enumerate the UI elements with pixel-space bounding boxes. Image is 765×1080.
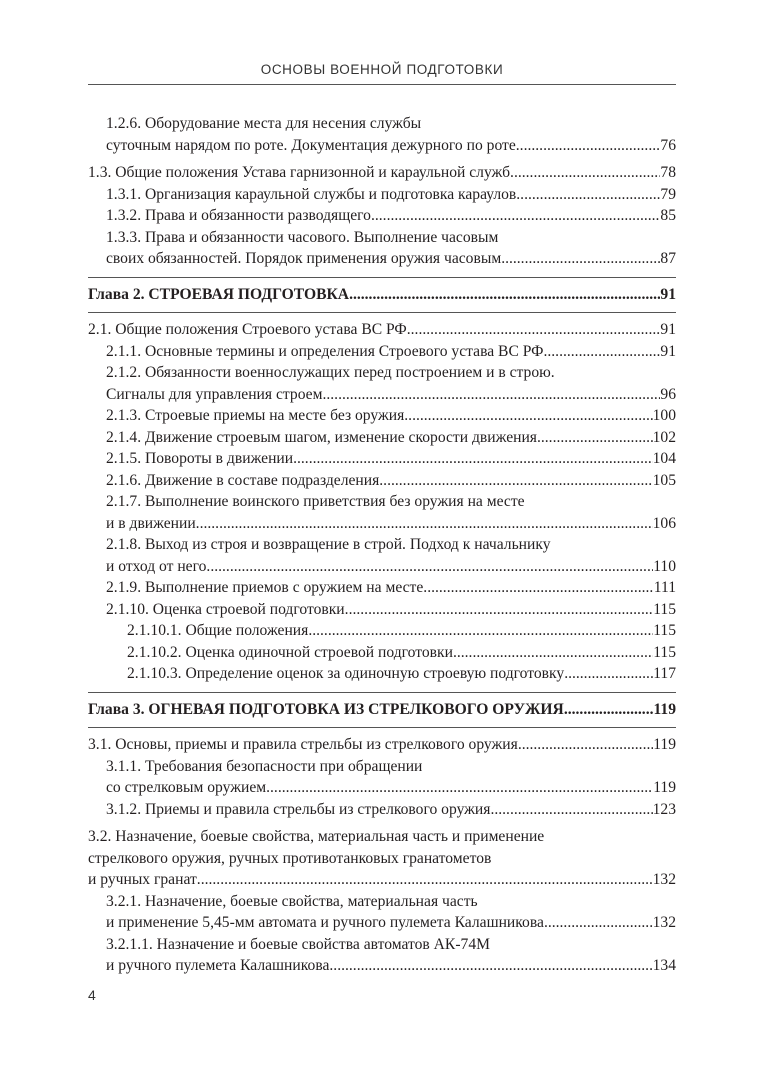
toc-entry-title-cont: со стрелковым оружием	[106, 779, 267, 796]
toc-entry-2-1-10-3	[88, 663, 676, 685]
toc-page-number: 79	[660, 185, 676, 203]
running-head: ОСНОВЫ ВОЕННОЙ ПОДГОТОВКИ	[260, 62, 504, 77]
toc-page-number: 96	[660, 385, 676, 403]
toc-page-number: 117	[653, 665, 676, 682]
toc-leader	[453, 642, 653, 664]
toc-page-number: 119	[653, 779, 676, 796]
toc-entry-3-2-1	[88, 891, 676, 934]
toc-leader	[543, 341, 660, 363]
toc-page-number: 132	[652, 914, 676, 931]
toc-entry-2-1-1	[88, 341, 676, 363]
toc-entry-title: 2.1. Общие положения Строевого устава ВС РФ	[88, 321, 407, 338]
toc-entry-1-3	[88, 162, 676, 184]
toc-leader	[197, 869, 653, 891]
toc-leader	[407, 319, 661, 341]
toc-entry-title: 3.1. Основы, приемы и правила стрельбы из стрелкового оружия	[88, 736, 518, 753]
toc-page-number: 111	[653, 579, 676, 596]
toc-leader	[544, 912, 653, 934]
toc-entry-title-cont: своих обязанностей. Порядок применения оружия часовым	[106, 250, 502, 267]
toc-page-number: 91	[660, 321, 676, 338]
toc-leader	[322, 384, 660, 406]
toc-entry-title-cont: и ручного пулемета Калашникова	[106, 957, 330, 974]
toc-entry-title: 2.1.3. Строевые приемы на месте без оружия	[106, 407, 405, 424]
toc-entry-title: 2.1.7. Выполнение воинского приветствия без оружия на месте	[106, 493, 525, 510]
toc-page-number: 119	[653, 736, 676, 753]
toc-entry-title-cont: и отход от него	[106, 557, 207, 575]
toc-entry-title: 3.2.1. Назначение, боевые свойства, материальная часть	[106, 892, 478, 910]
toc-leader	[490, 799, 652, 821]
toc-entry-title: 2.1.8. Выход из строя и возвращение в строй. Подход к начальнику	[106, 536, 551, 553]
toc-page-number: 91	[660, 342, 676, 360]
toc-entry-title: 2.1.4. Движение строевым шагом, изменение скорости движения	[106, 428, 537, 446]
toc-leader	[516, 135, 661, 157]
toc-page-number: 76	[660, 136, 676, 154]
toc-entry-title-cont: суточным нарядом по роте. Документация дежурного по роте	[106, 136, 516, 154]
toc-page-number: 119	[653, 700, 676, 718]
toc-leader	[308, 620, 653, 642]
table-of-contents	[88, 113, 676, 977]
toc-entry-1-3-3	[88, 227, 676, 270]
toc-entry-title: 3.2. Назначение, боевые свойства, материальная часть и применение	[88, 828, 545, 845]
toc-entry-title: 1.3.2. Права и обязанности разводящего	[106, 207, 371, 224]
toc-page-number: 100	[652, 407, 676, 424]
toc-leader	[537, 427, 653, 449]
toc-entry-title: 2.1.10. Оценка строевой подготовки	[106, 600, 345, 618]
toc-entry-title: 1.2.6. Оборудование места для несения службы	[106, 115, 422, 132]
toc-entry-title-cont: и в движении	[106, 514, 196, 532]
toc-entry-title: 2.1.1. Основные термины и определения Строевого устава ВС РФ	[106, 342, 544, 360]
toc-entry-2-1-4	[88, 427, 676, 449]
toc-page-number: 134	[652, 957, 676, 974]
section-divider	[88, 692, 676, 693]
toc-entry-title: 1.3. Общие положения Устава гарнизонной и караульной служб	[88, 164, 511, 181]
page-number: 4	[88, 987, 96, 1003]
toc-leader	[423, 577, 653, 599]
toc-entry-2-1-10-1	[88, 620, 676, 642]
toc-page-number: 85	[660, 207, 676, 224]
toc-page-number: 110	[653, 557, 676, 575]
toc-entry-title: 2.1.10.3. Определение оценок за одиночную строевую подготовку	[127, 665, 565, 682]
toc-leader	[518, 734, 653, 756]
section-divider	[88, 727, 676, 728]
toc-page-number: 104	[652, 450, 676, 467]
toc-entry-title: 1.3.3. Права и обязанности часового. Выполнение часовым	[106, 228, 499, 246]
toc-page-number: 78	[660, 164, 676, 181]
toc-entry-title: 2.1.5. Повороты в движении	[106, 450, 294, 467]
toc-entry-title: 2.1.2. Обязанности военнослужащих перед построением и в строю.	[106, 364, 555, 381]
toc-entry-2-1-5	[88, 448, 676, 470]
section-divider	[88, 277, 676, 278]
toc-page-number: 91	[660, 285, 676, 303]
toc-leader	[329, 955, 652, 977]
toc-entry-3-2	[88, 826, 676, 891]
toc-page-number: 87	[660, 250, 676, 267]
toc-entry-title-cont: и применение 5,45-мм автомата и ручного пулемета Калашникова	[106, 914, 544, 931]
toc-entry-title: 2.1.6. Движение в составе подразделения	[106, 471, 380, 489]
toc-leader	[196, 513, 653, 535]
toc-entry-title: 3.1.1. Требования безопасности при обращении	[106, 757, 423, 775]
chapter-title: Глава 3. ОГНЕВАЯ ПОДГОТОВКА ИЗ СТРЕЛКОВОГО ОРУЖИЯ	[88, 700, 564, 718]
toc-entry-2-1-6	[88, 470, 676, 492]
toc-leader	[371, 205, 660, 227]
toc-entry-2-1-3	[88, 405, 676, 427]
toc-entry-1-3-2	[88, 205, 676, 227]
toc-leader	[293, 448, 653, 470]
toc-entry-title: 2.1.9. Выполнение приемов с оружием на месте	[106, 579, 424, 596]
toc-leader	[404, 405, 652, 427]
toc-page-number: 132	[652, 871, 676, 888]
toc-page-number: 115	[653, 622, 676, 639]
toc-leader	[516, 184, 660, 206]
toc-leader	[501, 248, 660, 270]
toc-page-number: 115	[653, 600, 676, 618]
toc-entry-title: 2.1.10.1. Общие положения	[127, 622, 309, 639]
toc-entry-2-1-9	[88, 577, 676, 599]
toc-page-number: 123	[652, 800, 676, 818]
toc-page-number: 106	[652, 514, 676, 532]
toc-leader	[266, 777, 653, 799]
toc-entry-title-cont: стрелкового оружия, ручных противотанковых гранатометов	[88, 849, 492, 867]
toc-leader	[206, 556, 653, 578]
section-divider	[88, 312, 676, 313]
toc-leader	[510, 162, 660, 184]
toc-entry-3-1-1	[88, 756, 676, 799]
toc-entry-title: 3.1.2. Приемы и правила стрельбы из стрелкового оружия	[106, 800, 491, 818]
toc-entry-2-1	[88, 319, 676, 341]
toc-entry-1-2-6	[88, 113, 676, 156]
toc-entry-3-2-1-1	[88, 934, 676, 977]
toc-chapter-2	[88, 284, 676, 306]
toc-leader	[564, 663, 653, 685]
toc-entry-1-3-1	[88, 184, 676, 206]
toc-leader	[379, 470, 652, 492]
toc-entry-title: 3.2.1.1. Назначение и боевые свойства автоматов АК-74М	[106, 935, 490, 953]
toc-chapter-3	[88, 699, 676, 721]
toc-entry-2-1-2	[88, 362, 676, 405]
toc-entry-title-cont: Сигналы для управления строем	[106, 385, 323, 403]
toc-entry-2-1-7	[88, 491, 676, 534]
toc-entry-2-1-8	[88, 534, 676, 577]
header-rule	[88, 84, 676, 85]
toc-page-number: 115	[653, 643, 676, 661]
toc-leader	[564, 699, 654, 721]
toc-entry-3-1	[88, 734, 676, 756]
toc-leader	[349, 284, 660, 306]
toc-leader	[345, 599, 654, 621]
toc-page-number: 102	[652, 428, 676, 446]
toc-entry-title: 1.3.1. Организация караульной службы и подготовка караулов	[106, 185, 517, 203]
toc-entry-2-1-10-2	[88, 642, 676, 664]
chapter-title: Глава 2. СТРОЕВАЯ ПОДГОТОВКА	[88, 285, 350, 303]
toc-entry-2-1-10	[88, 599, 676, 621]
toc-page-number: 105	[652, 471, 676, 489]
toc-entry-title: 2.1.10.2. Оценка одиночной строевой подготовки	[127, 643, 453, 661]
toc-entry-title-cont: и ручных гранат	[88, 871, 197, 888]
toc-entry-3-1-2	[88, 799, 676, 821]
